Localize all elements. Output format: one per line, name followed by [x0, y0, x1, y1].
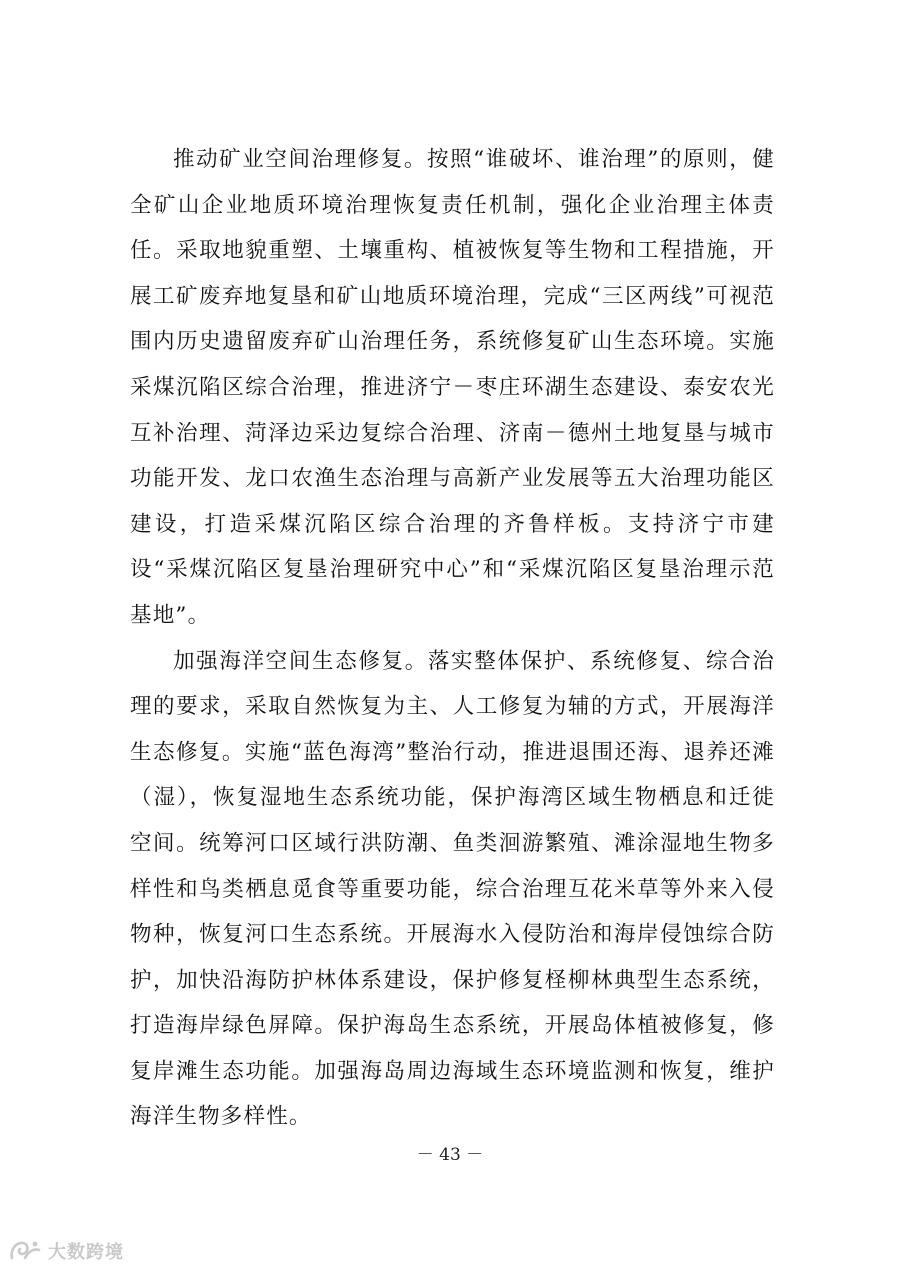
- paragraph-marine-restoration: [130, 639, 775, 1141]
- paragraph-mining-restoration: [130, 137, 775, 639]
- paragraph-heading: 加强海洋空间生态修复。: [173, 648, 428, 674]
- watermark: [8, 1238, 124, 1264]
- brand-logo-icon: [8, 1238, 42, 1264]
- page-number: － 43 －: [416, 1145, 484, 1165]
- document-body: [130, 137, 775, 1140]
- watermark-text: 大数跨境: [48, 1242, 124, 1263]
- paragraph-body: 按照“谁破坏、谁治理”的原则，健全矿山企业地质环境治理恢复责任机制，强化企业治理主体责任。采取地貌重塑、土壤重构、植被恢复等生物和工程措施，开展工矿废弃地复垦和矿山地质环境治理，完成“三区两线”可视范围内历史遗留废弃矿山治理任务，系统修复矿山生态环境。实施采煤沉陷区综合治理，推进济宁－枣庄环湖生态建设、泰安农光互补治理、菏泽边采边复综合治理、济南－德州土地复垦与城市功能开发、龙口农渔生态治理与高新产业发展等五大治理功能区建设，打造采煤沉陷区综合治理的齐鲁样板。支持济宁市建设“采煤沉陷区复垦治理研究中心”和“采煤沉陷区复垦治理示范基地”。: [130, 147, 776, 628]
- paragraph-heading: 推动矿业空间治理修复。: [173, 147, 427, 172]
- paragraph-body: 落实整体保护、系统修复、综合治理的要求，采取自然恢复为主、人工修复为辅的方式，开展海洋生态修复。实施“蓝色海湾”整治行动，推进退围还海、退养还滩（湿），恢复湿地生态系统功能，保护海湾区域生物栖息和迁徙空间。统筹河口区域行洪防潮、鱼类洄游繁殖、滩涂湿地生物多样性和鸟类栖息觅食等重要功能，综合治理互花米草等外来入侵物种，恢复河口生态系统。开展海水入侵防治和海岸侵蚀综合防护，加快沿海防护林体系建设，保护修复柽柳林典型生态系统，打造海岸绿色屏障。保护海岛生态系统，开展岛体植被修复，修复岸滩生态功能。加强海岛周边海域生态环境监测和恢复，维护海洋生物多样性。: [130, 648, 775, 1130]
